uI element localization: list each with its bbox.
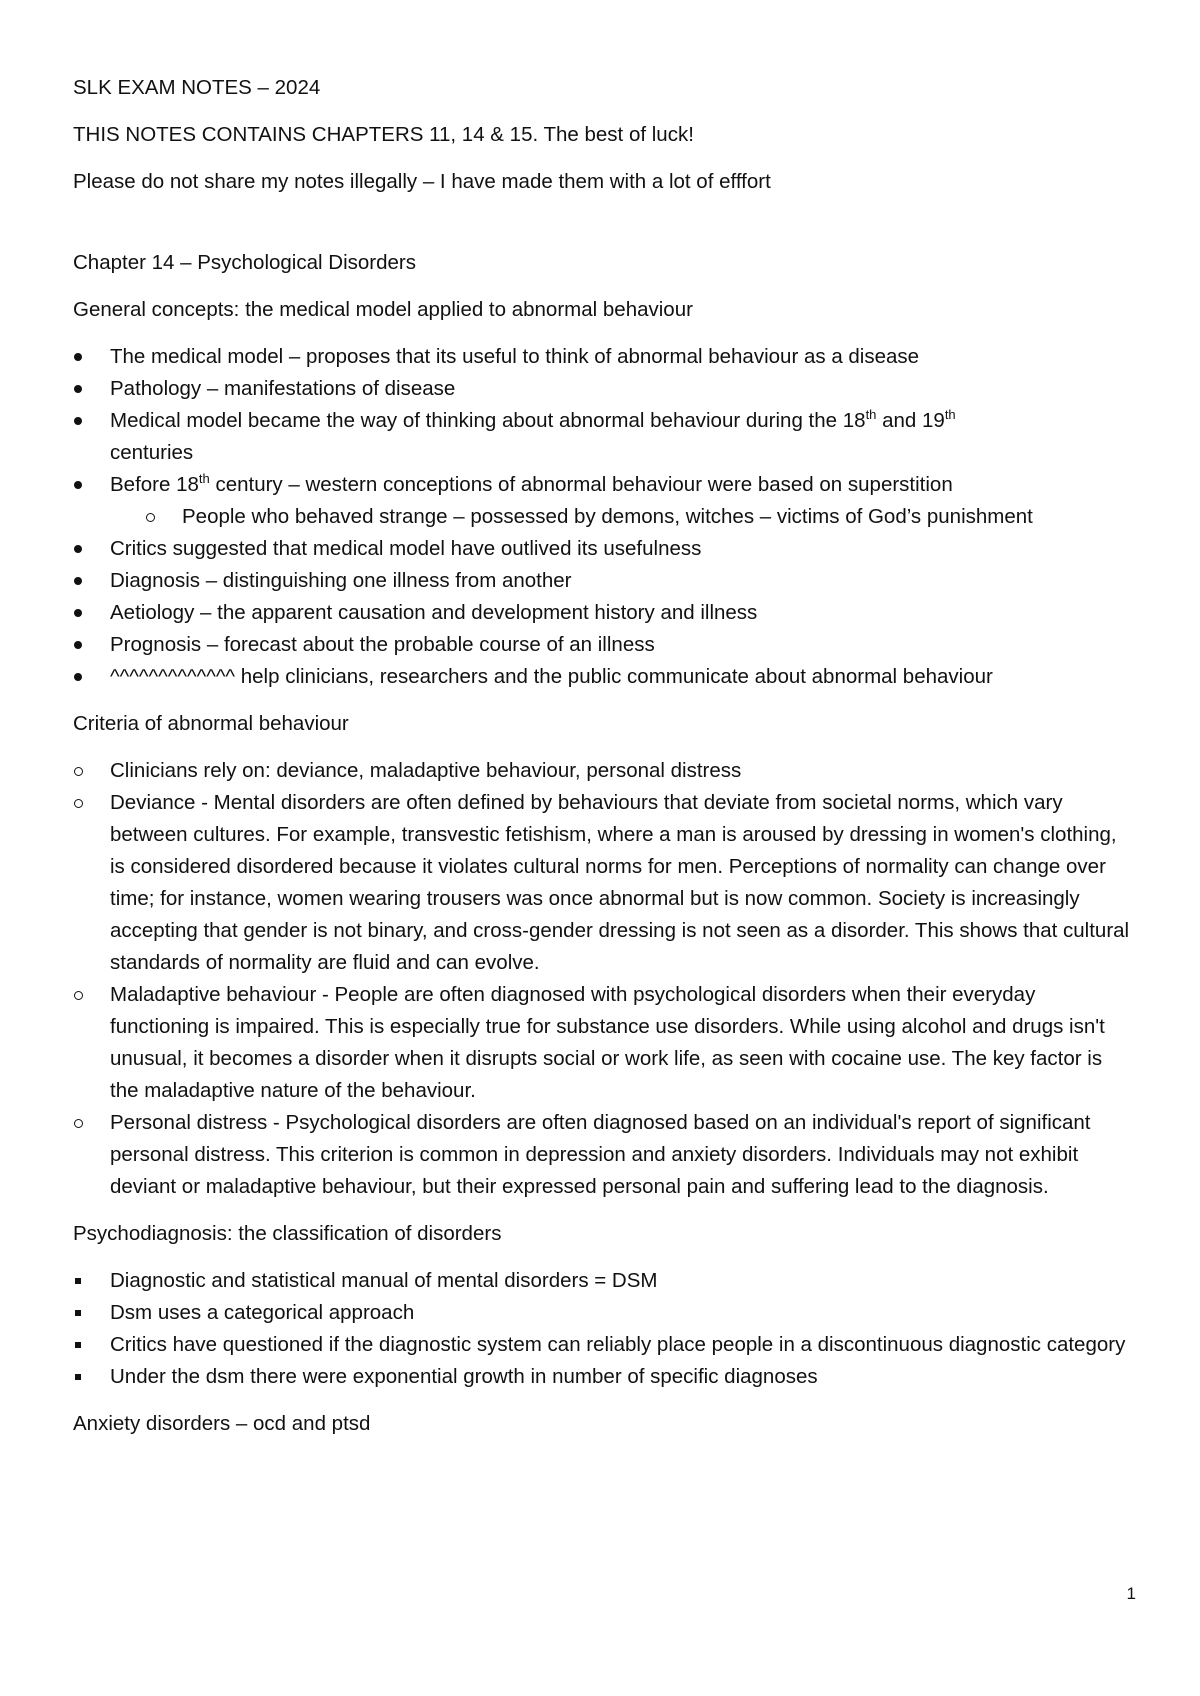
section-heading-anxiety: Anxiety disorders – ocd and ptsd	[73, 1412, 371, 1435]
list-item: Clinicians rely on: deviance, maladaptive behaviour, personal distress	[110, 759, 742, 782]
sub-list-item: People who behaved strange – possessed by demons, witches – victims of God’s punishment	[182, 505, 1033, 528]
criteria-list	[73, 755, 1133, 1203]
document-title: SLK EXAM NOTES – 2024	[73, 76, 321, 99]
list-item: Prognosis – forecast about the probable course of an illness	[110, 633, 655, 656]
list-item: Dsm uses a categorical approach	[110, 1301, 415, 1324]
page-number: 1	[1126, 1584, 1136, 1603]
document-page	[73, 72, 1133, 1440]
section-heading-criteria: Criteria of abnormal behaviour	[73, 712, 349, 735]
list-item: Critics suggested that medical model have outlived its usefulness	[110, 537, 702, 560]
list-item: ^^^^^^^^^^^^^ help clinicians, researchers and the public communicate about abnormal behaviour	[110, 665, 993, 688]
list-item: Maladaptive behaviour - People are often diagnosed with psychological disorders when their everyday functioning is impaired. This is especially true for substance use disorders. While using alcohol and drugs isn't unusual, it becomes a disorder when it disrupts social or work life, as seen with cocaine use. The key factor is the maladaptive nature of the behaviour.	[110, 983, 1105, 1102]
list-item: Diagnostic and statistical manual of mental disorders = DSM	[110, 1269, 658, 1292]
list-item: Medical model became the way of thinking about abnormal behaviour during the 18th and 19th centuries	[110, 407, 956, 464]
list-item: Personal distress - Psychological disorders are often diagnosed based on an individual's report of significant personal distress. This criterion is common in depression and anxiety disorders. Individuals may not exhibit deviant or maladaptive behaviour, but their expressed personal pain and suffering lead to the diagnosis.	[110, 1111, 1091, 1198]
list-item: Under the dsm there were exponential growth in number of specific diagnoses	[110, 1365, 818, 1388]
list-item: Critics have questioned if the diagnostic system can reliably place people in a discontinuous diagnostic category	[110, 1333, 1126, 1356]
list-item: The medical model – proposes that its useful to think of abnormal behaviour as a disease	[110, 345, 920, 368]
chapter-title: Chapter 14 – Psychological Disorders	[73, 251, 416, 274]
list-item: Deviance - Mental disorders are often defined by behaviours that deviate from societal norms, which vary between cultures. For example, transvestic fetishism, where a man is aroused by dressing in women's clothing, is considered disordered because it violates cultural norms for men. Perceptions of normality can change over time; for instance, women wearing trousers was once abnormal but is now common. Society is increasingly accepting that gender is not binary, and cross-gender dressing is not seen as a disorder. This shows that cultural standards of normality are fluid and can evolve.	[110, 791, 1130, 974]
list-item: Diagnosis – distinguishing one illness from another	[110, 569, 572, 592]
general-concepts-list	[73, 341, 1133, 693]
psychodiagnosis-list	[73, 1265, 1133, 1393]
list-item: Pathology – manifestations of disease	[110, 377, 456, 400]
section-heading-general-concepts: General concepts: the medical model applied to abnormal behaviour	[73, 298, 693, 321]
sharing-notice: Please do not share my notes illegally – I have made them with a lot of efffort	[73, 170, 771, 193]
blank-line	[73, 198, 1133, 247]
section-heading-psychodiagnosis: Psychodiagnosis: the classification of disorders	[73, 1222, 502, 1245]
chapters-notice: THIS NOTES CONTAINS CHAPTERS 11, 14 & 15. The best of luck!	[73, 123, 694, 146]
list-item: Aetiology – the apparent causation and development history and illness	[110, 601, 758, 624]
list-item: Before 18th century – western conceptions of abnormal behaviour were based on superstition	[110, 471, 953, 496]
